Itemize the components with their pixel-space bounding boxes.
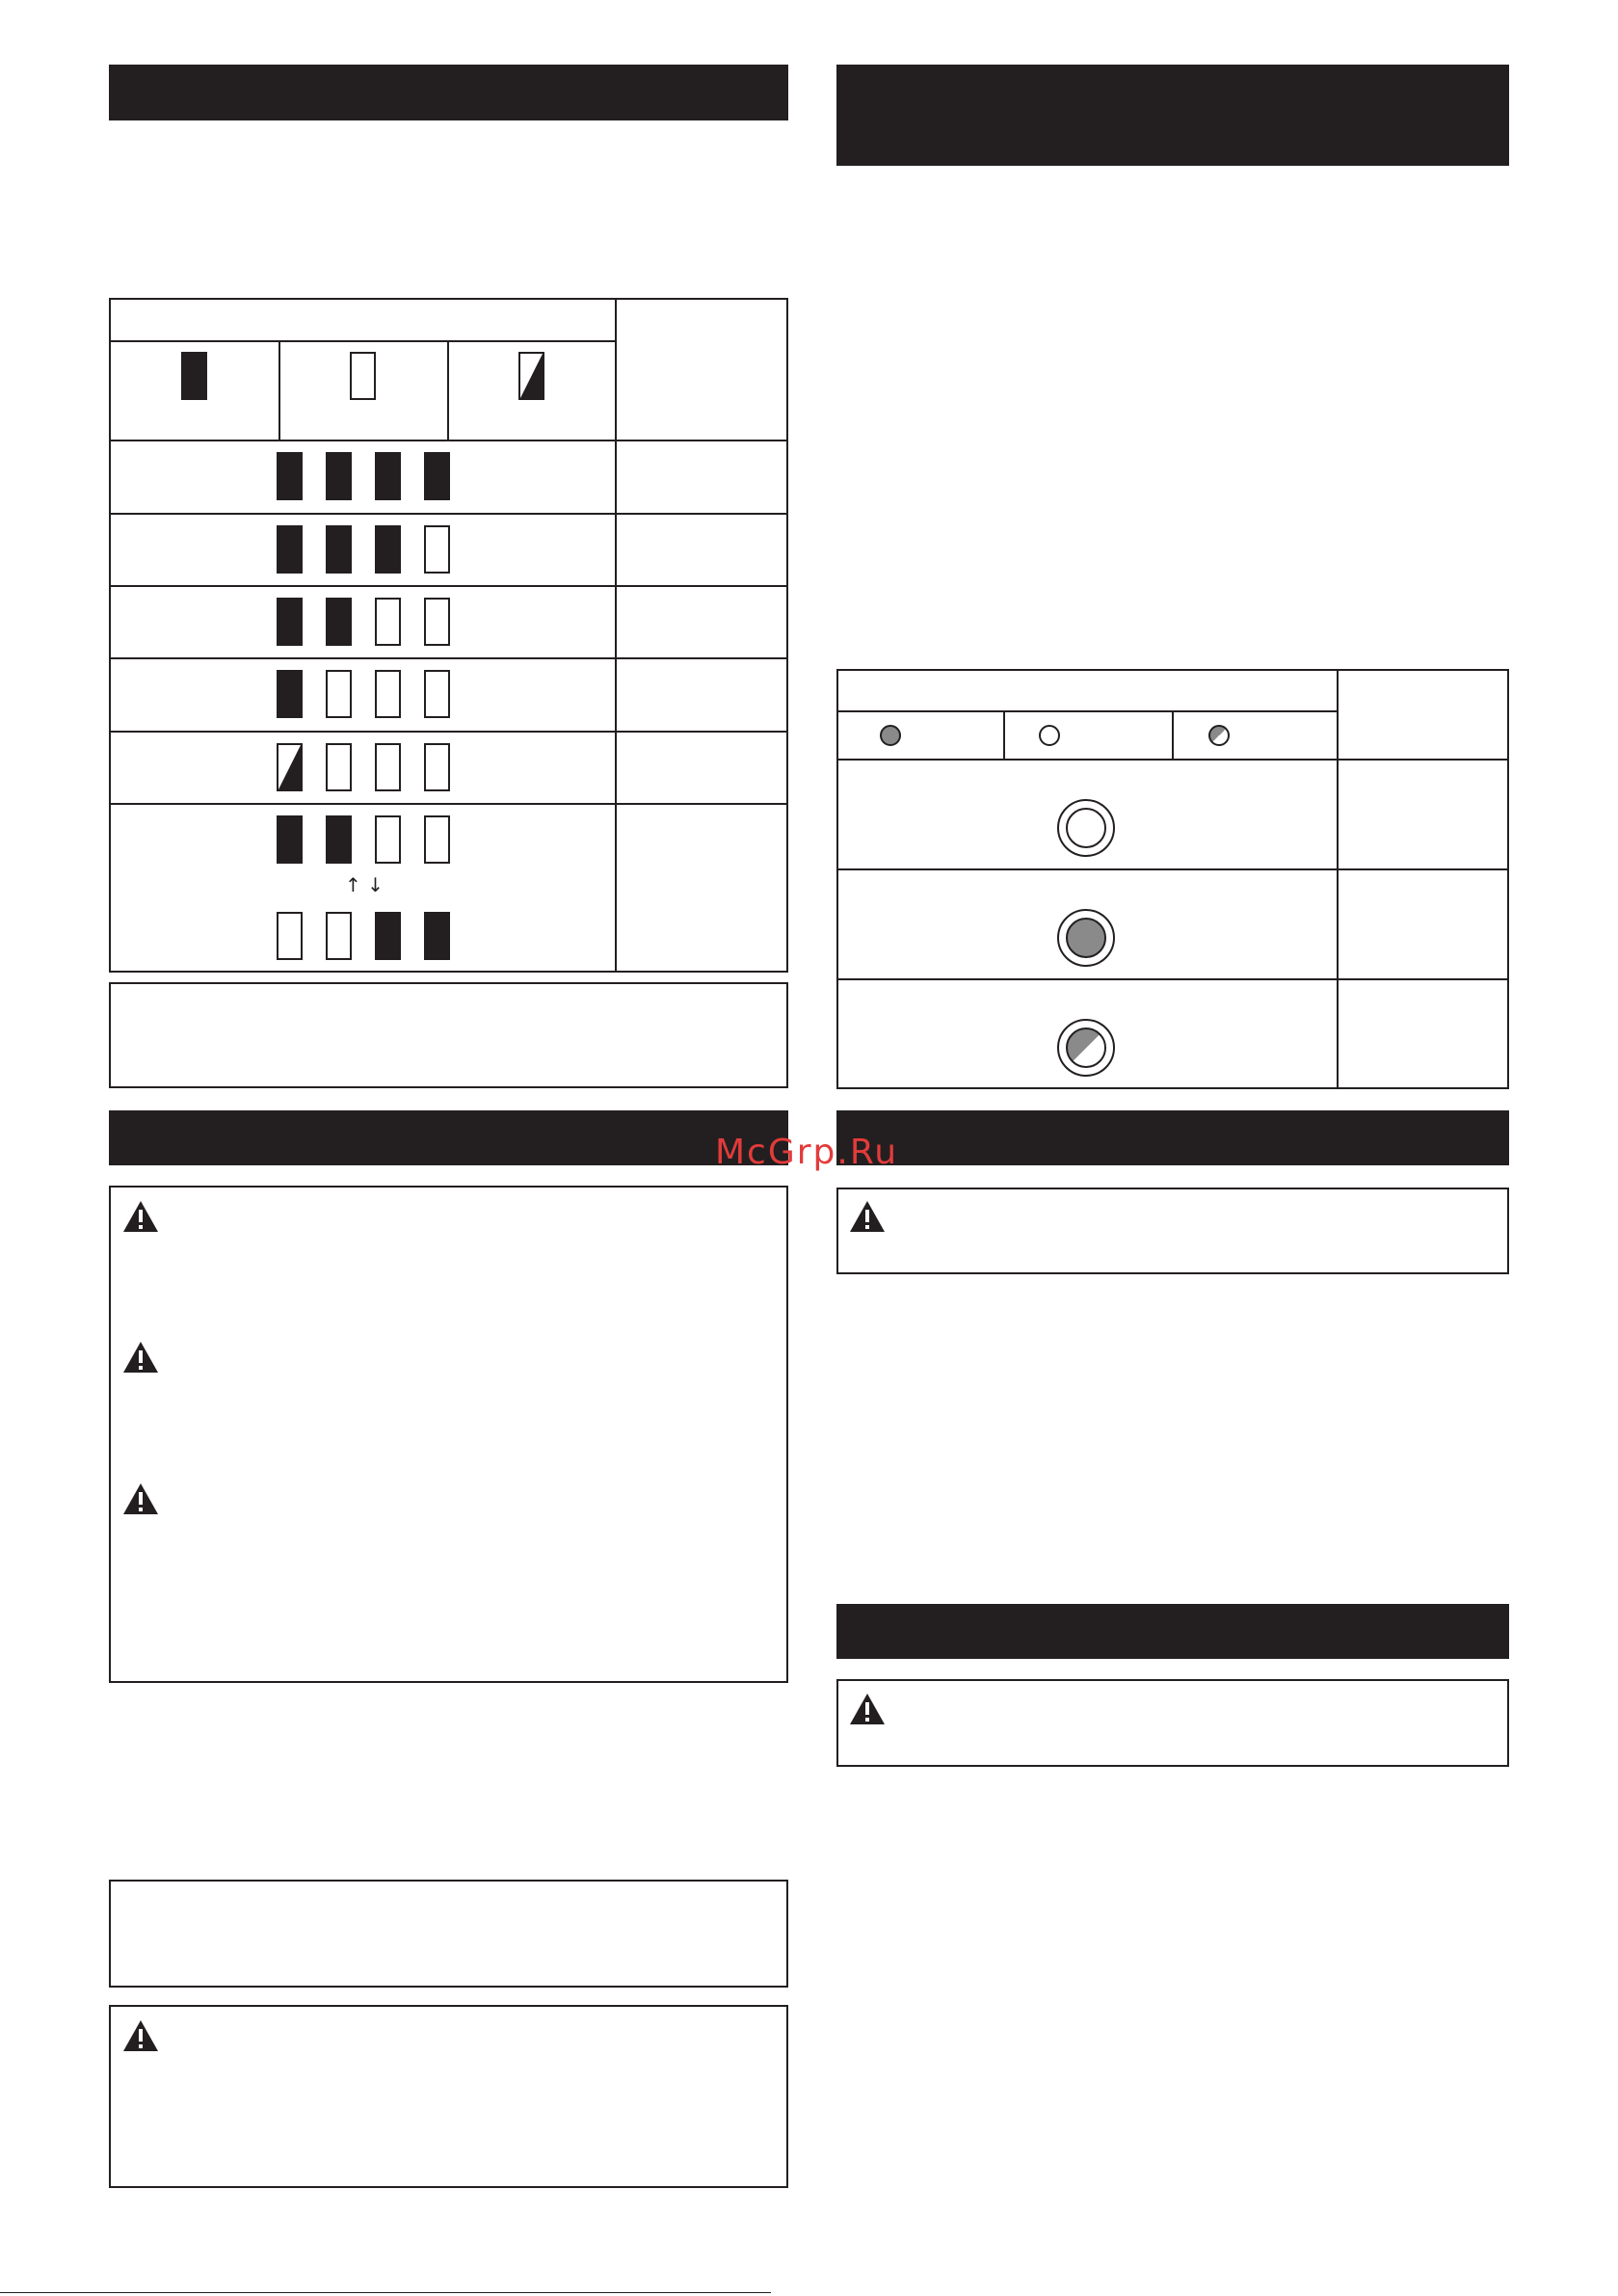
section-header-bar-right-3 xyxy=(836,1604,1509,1659)
note-box-left-2 xyxy=(109,1880,788,1988)
section-header-bar-left-2 xyxy=(109,1110,788,1165)
table-divider xyxy=(1003,710,1005,760)
table-divider xyxy=(109,513,788,515)
indicator-off xyxy=(277,912,303,960)
indicator-lit xyxy=(277,452,303,500)
warning-triangle-icon xyxy=(121,1340,160,1375)
legend-lamp-gray xyxy=(880,725,901,746)
footer-rule xyxy=(0,2292,771,2293)
indicator-off xyxy=(424,598,450,646)
indicator-off xyxy=(424,525,450,574)
section-header-bar-left-1 xyxy=(109,65,788,120)
table-divider xyxy=(279,340,280,441)
indicator-off xyxy=(375,670,401,718)
indicator-lit xyxy=(375,912,401,960)
table-divider xyxy=(109,731,788,733)
indicator-lit xyxy=(424,912,450,960)
indicator-off xyxy=(326,912,352,960)
legend-lamp-white xyxy=(1039,725,1060,746)
indicator-off xyxy=(424,670,450,718)
indicator-lit xyxy=(326,815,352,864)
table-divider xyxy=(1172,710,1174,760)
indicator-blinking xyxy=(277,743,303,791)
warning-triangle-icon xyxy=(121,2018,160,2053)
lamp-half xyxy=(1057,1019,1115,1077)
table-divider xyxy=(615,298,617,973)
note-box-left-1 xyxy=(109,982,788,1088)
indicator-lit xyxy=(375,525,401,574)
alternating-arrows: ↑ ↓ xyxy=(345,873,384,896)
table-divider xyxy=(836,868,1509,870)
indicator-off xyxy=(326,743,352,791)
indicator-off xyxy=(326,670,352,718)
indicator-off xyxy=(375,743,401,791)
table-divider xyxy=(109,803,788,805)
table-divider xyxy=(109,657,788,659)
table-divider xyxy=(109,440,788,441)
warning-triangle-icon xyxy=(848,1692,887,1726)
caution-box-right-2 xyxy=(836,1679,1509,1767)
watermark-text: McGrp.Ru xyxy=(715,1133,899,1172)
lamp-core xyxy=(1066,1028,1106,1068)
warning-triangle-icon xyxy=(121,1199,160,1234)
legend-indicator-blinking xyxy=(518,352,544,400)
table-divider xyxy=(1337,669,1339,1089)
warning-triangle-icon xyxy=(121,1482,160,1516)
indicator-lit xyxy=(424,452,450,500)
indicator-off xyxy=(375,598,401,646)
indicator-lit xyxy=(326,598,352,646)
lamp-white xyxy=(1057,799,1115,857)
table-divider xyxy=(836,710,1338,712)
indicator-lit xyxy=(375,452,401,500)
legend-lamp-half xyxy=(1208,725,1230,746)
indicator-lit xyxy=(277,598,303,646)
indicator-off xyxy=(375,815,401,864)
table-divider xyxy=(836,759,1509,761)
caution-box-right-1 xyxy=(836,1188,1509,1274)
lamp-core xyxy=(1066,808,1106,848)
caution-box-left-1 xyxy=(109,1186,788,1683)
lamp-core xyxy=(1066,918,1106,958)
indicator-lit xyxy=(326,452,352,500)
table-divider xyxy=(109,340,617,342)
warning-triangle-icon xyxy=(848,1199,887,1234)
indicator-off xyxy=(424,815,450,864)
indicator-lit xyxy=(277,670,303,718)
section-header-bar-right-1 xyxy=(836,65,1509,166)
indicator-lit xyxy=(326,525,352,574)
section-header-bar-right-2 xyxy=(836,1110,1509,1165)
indicator-lit xyxy=(277,815,303,864)
table-divider xyxy=(836,978,1509,980)
indicator-off xyxy=(424,743,450,791)
legend-indicator-off xyxy=(350,352,376,400)
lamp-gray xyxy=(1057,909,1115,967)
table-divider xyxy=(109,585,788,587)
table-divider xyxy=(447,340,449,441)
caution-box-left-2 xyxy=(109,2005,788,2188)
legend-indicator-lit xyxy=(181,352,207,400)
indicator-lit xyxy=(277,525,303,574)
